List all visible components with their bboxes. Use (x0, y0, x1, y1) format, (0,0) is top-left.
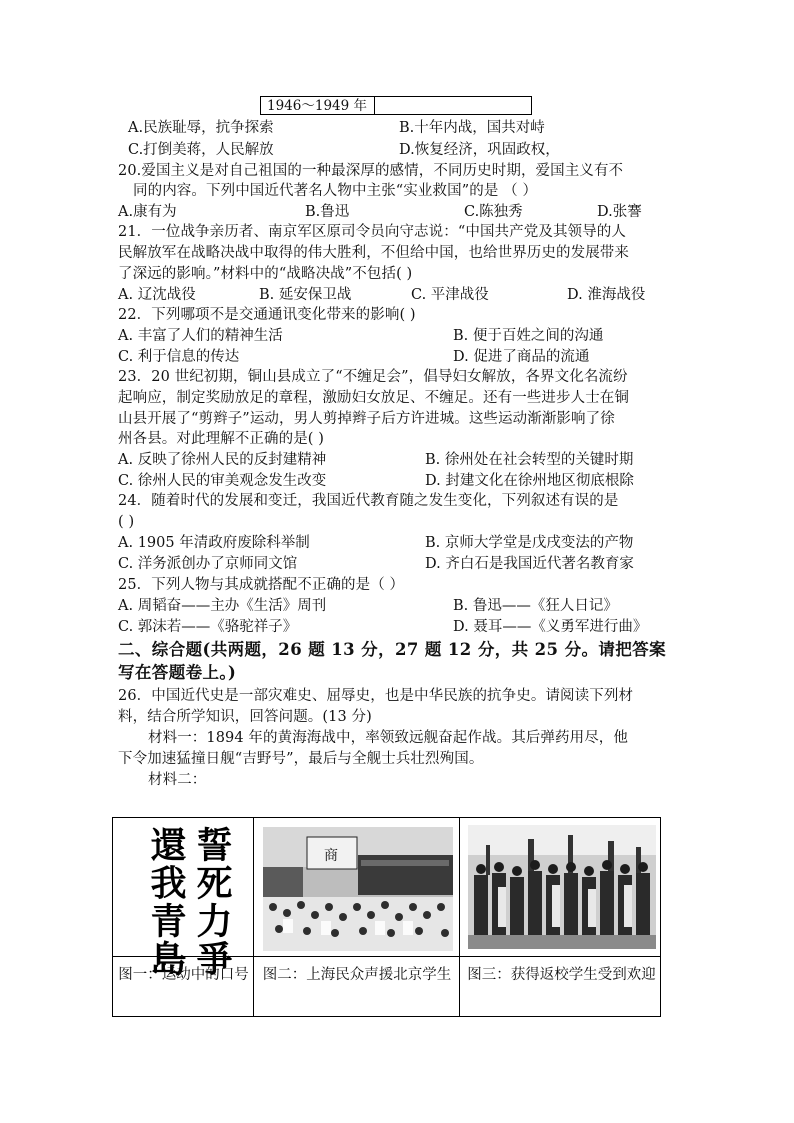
q21-option-a: A. 辽沈战役 (118, 287, 196, 303)
q23-option-b: B. 徐州处在社会转型的关键时期 (425, 452, 634, 468)
q25-option-a: A. 周韬奋——主办《生活》周刊 (118, 598, 327, 614)
figure2-caption: 图二：上海民众声援北京学生 (262, 967, 452, 983)
q23-option-d: D. 封建文化在徐州地区彻底根除 (425, 473, 634, 489)
q21-stem-line2: 民解放军在战略决战中取得的伟大胜利，不但给中国，也给世界历史的发展带来 (118, 245, 629, 261)
q21-stem-line3: 了深远的影响。”材料中的“战略决战”不包括( ) (118, 266, 413, 282)
section2-heading-line2: 写在答题卷上。) (118, 663, 237, 682)
period-cell: 1946～1949 年 (261, 97, 375, 114)
q23-option-c: C. 徐州人民的审美观念发生改变 (118, 473, 327, 489)
q19-option-a: A.民族耻辱，抗争探索 (128, 120, 274, 136)
q22-option-d: D. 促进了商品的流通 (453, 349, 590, 365)
q26-material1-line2: 下令加速猛撞日舰“吉野号”，最后与全舰士兵壮烈殉国。 (118, 751, 484, 767)
slogan-column-right: 誓死力爭 (191, 826, 233, 978)
q23-option-a: A. 反映了徐州人民的反封建精神 (118, 452, 327, 468)
q23-stem-line3: 山县开展了“剪辫子”运动，男人剪掉辫子后方许进城。这些运动渐渐影响了徐 (118, 411, 615, 427)
returning-students-image (468, 825, 656, 949)
q25-option-c: C. 郭沫若——《骆驼祥子》 (118, 619, 298, 635)
q20-option-b: B.鲁迅 (305, 204, 350, 220)
q26-stem-line1: 26．中国近代史是一部灾难史、屈辱史，也是中华民族的抗争史。请阅读下列材 (118, 688, 634, 704)
q24-option-d: D. 齐白石是我国近代著名教育家 (425, 556, 634, 572)
q21-stem-line1: 21．一位战争亲历者、南京军区原司令员向守志说：“中国共产党及其领导的人 (118, 224, 626, 240)
banner-text: 商 (324, 848, 338, 864)
q26-stem-line2: 料，结合所学知识，回答问题。(13 分) (118, 709, 372, 725)
q23-stem-line4: 州各县。对此理解不正确的是( ) (118, 431, 325, 447)
section2-heading-line1: 二、综合题(共两题，26 题 13 分，27 题 12 分，共 25 分。请把答案 (118, 640, 666, 659)
figure3-caption: 图三：获得返校学生受到欢迎 (467, 967, 656, 983)
slogan-column-left: 還我青島 (145, 826, 187, 978)
q24-stem-line2: ( ) (118, 514, 135, 530)
q26-material2-label: 材料二： (148, 772, 207, 788)
q22-option-a: A. 丰富了人们的精神生活 (118, 328, 283, 344)
q21-option-c: C. 平津战役 (411, 287, 489, 303)
period-answer-cell (375, 97, 531, 114)
q25-option-b: B. 鲁迅——《狂人日记》 (453, 598, 618, 614)
q22-option-b: B. 便于百姓之间的沟通 (453, 328, 604, 344)
q24-stem-line1: 24．随着时代的发展和变迁，我国近代教育随之发生变化，下列叙述有误的是 (118, 493, 619, 509)
figure-table (112, 817, 661, 1017)
q20-option-a: A.康有为 (118, 204, 177, 220)
q20-stem-line1: 20.爱国主义是对自己祖国的一种最深厚的感情，不同历史时期，爱国主义有不 (118, 163, 624, 179)
q24-option-a: A. 1905 年清政府废除科举制 (118, 535, 310, 551)
q20-option-d: D.张謇 (597, 204, 642, 220)
q20-stem-line2: 同的内容。下列中国近代著名人物中主张“实业救国”的是 （ ） (133, 183, 538, 199)
q26-material1-line1: 材料一：1894 年的黄海海战中，率领致远舰奋起作战。其后弹药用尽，他 (148, 730, 629, 746)
q21-option-d: D. 淮海战役 (567, 287, 646, 303)
q22-option-c: C. 利于信息的传达 (118, 349, 240, 365)
shanghai-crowd-photo (263, 827, 453, 951)
q23-stem-line2: 起响应，制定奖励放足的章程，激励妇女放足、不缠足。还有一些进步人士在铜 (118, 390, 629, 406)
returning-students-photo (468, 825, 656, 949)
q22-stem: 22．下列哪项不是交通通讯变化带来的影响( ) (118, 307, 416, 323)
q19-option-c: C.打倒美蒋，人民解放 (128, 142, 274, 158)
q24-option-c: C. 洋务派创办了京师同文馆 (118, 556, 298, 572)
q25-option-d: D. 聂耳——《义勇军进行曲》 (453, 619, 648, 635)
q19-option-d: D.恢复经济，巩固政权， (399, 142, 560, 158)
period-table (260, 96, 532, 115)
shanghai-crowd-image (263, 827, 453, 951)
q19-option-b: B.十年内战，国共对峙 (399, 120, 545, 136)
figure1-caption: 图一：运动中的口号 (118, 967, 249, 983)
q20-option-c: C.陈独秀 (464, 204, 523, 220)
q25-stem: 25．下列人物与其成就搭配不正确的是（ ） (118, 577, 405, 593)
q21-option-b: B. 延安保卫战 (259, 287, 352, 303)
q24-option-b: B. 京师大学堂是戊戌变法的产物 (425, 535, 634, 551)
q23-stem-line1: 23．20 世纪初期，铜山县成立了“不缠足会”，倡导妇女解放，各界文化名流纷 (118, 369, 628, 385)
